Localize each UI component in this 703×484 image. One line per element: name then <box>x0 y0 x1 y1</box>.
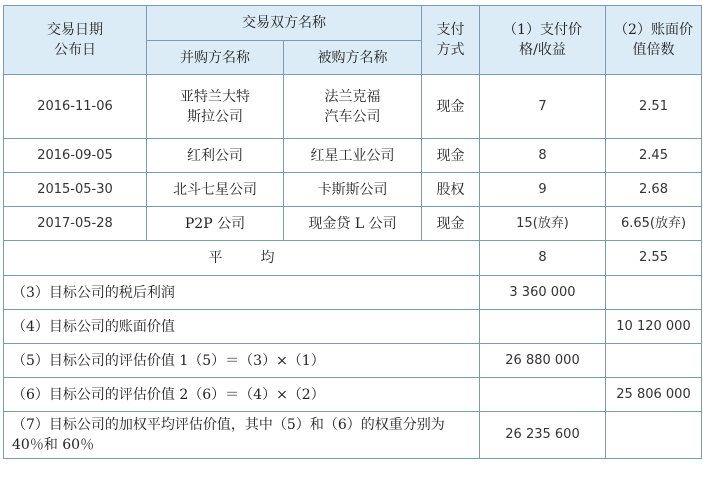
table-row <box>4 173 702 207</box>
item-col1 <box>480 378 606 412</box>
item-col1: 3 360 000 <box>480 276 606 310</box>
item-label: （5）目标公司的评估价值 1（5）＝（3）×（1） <box>4 344 480 378</box>
item-col2 <box>606 276 702 310</box>
cell-payment: 现金 <box>422 75 480 139</box>
cell-ratio2: 2.45 <box>606 139 702 173</box>
table-row <box>4 75 702 139</box>
cell-payment: 现金 <box>422 139 480 173</box>
average-row <box>4 241 702 276</box>
item-label: （6）目标公司的评估价值 2（6）＝（4）×（2） <box>4 378 480 412</box>
average-ratio2: 2.55 <box>606 241 702 276</box>
cell-ratio2: 6.65(放弃) <box>606 207 702 241</box>
average-label: 平均 <box>4 241 480 276</box>
cell-target: 红星工业公司 <box>284 139 422 173</box>
cell-ratio2: 2.51 <box>606 75 702 139</box>
cell-ratio1: 8 <box>480 139 606 173</box>
cell-ratio1: 7 <box>480 75 606 139</box>
cell-payment: 现金 <box>422 207 480 241</box>
cell-date: 2017-05-28 <box>4 207 147 241</box>
header-acquirer: 并购方名称 <box>147 41 284 75</box>
item-col2: 25 806 000 <box>606 378 702 412</box>
cell-date: 2016-11-06 <box>4 75 147 139</box>
cell-date: 2016-09-05 <box>4 139 147 173</box>
cell-payment: 股权 <box>422 173 480 207</box>
cell-target: 卡斯斯公司 <box>284 173 422 207</box>
cell-target: 现金贷 L 公司 <box>284 207 422 241</box>
header-ratio2: （2）账面价 值倍数 <box>606 6 702 75</box>
table-row <box>4 207 702 241</box>
item-row <box>4 276 702 310</box>
cell-acquirer: P2P 公司 <box>147 207 284 241</box>
item-col2: 10 120 000 <box>606 310 702 344</box>
item-col1: 26 880 000 <box>480 344 606 378</box>
header-parties: 交易双方名称 <box>147 6 422 41</box>
header-target: 被购方名称 <box>284 41 422 75</box>
cell-acquirer: 北斗七星公司 <box>147 173 284 207</box>
cell-ratio2: 2.68 <box>606 173 702 207</box>
cell-acquirer: 亚特兰大特 斯拉公司 <box>147 75 284 139</box>
valuation-table <box>3 5 702 459</box>
header-payment: 支付 方式 <box>422 6 480 75</box>
item-col1: 26 235 600 <box>480 412 606 459</box>
item-col2 <box>606 412 702 459</box>
item-row <box>4 310 702 344</box>
cell-target: 法兰克福 汽车公司 <box>284 75 422 139</box>
item-col1 <box>480 310 606 344</box>
average-ratio1: 8 <box>480 241 606 276</box>
header-ratio1: （1）支付价 格/收益 <box>480 6 606 75</box>
cell-acquirer: 红利公司 <box>147 139 284 173</box>
cell-ratio1: 15(放弃) <box>480 207 606 241</box>
item-row <box>4 378 702 412</box>
item-col2 <box>606 344 702 378</box>
item-row <box>4 412 702 459</box>
item-label: （3）目标公司的税后利润 <box>4 276 480 310</box>
item-row <box>4 344 702 378</box>
item-label: （7）目标公司的加权平均评估价值，其中（5）和（6）的权重分别为 40％和 60％ <box>4 412 480 459</box>
table-row <box>4 139 702 173</box>
header-date: 交易日期 公布日 <box>4 6 147 75</box>
cell-date: 2015-05-30 <box>4 173 147 207</box>
item-label: （4）目标公司的账面价值 <box>4 310 480 344</box>
cell-ratio1: 9 <box>480 173 606 207</box>
